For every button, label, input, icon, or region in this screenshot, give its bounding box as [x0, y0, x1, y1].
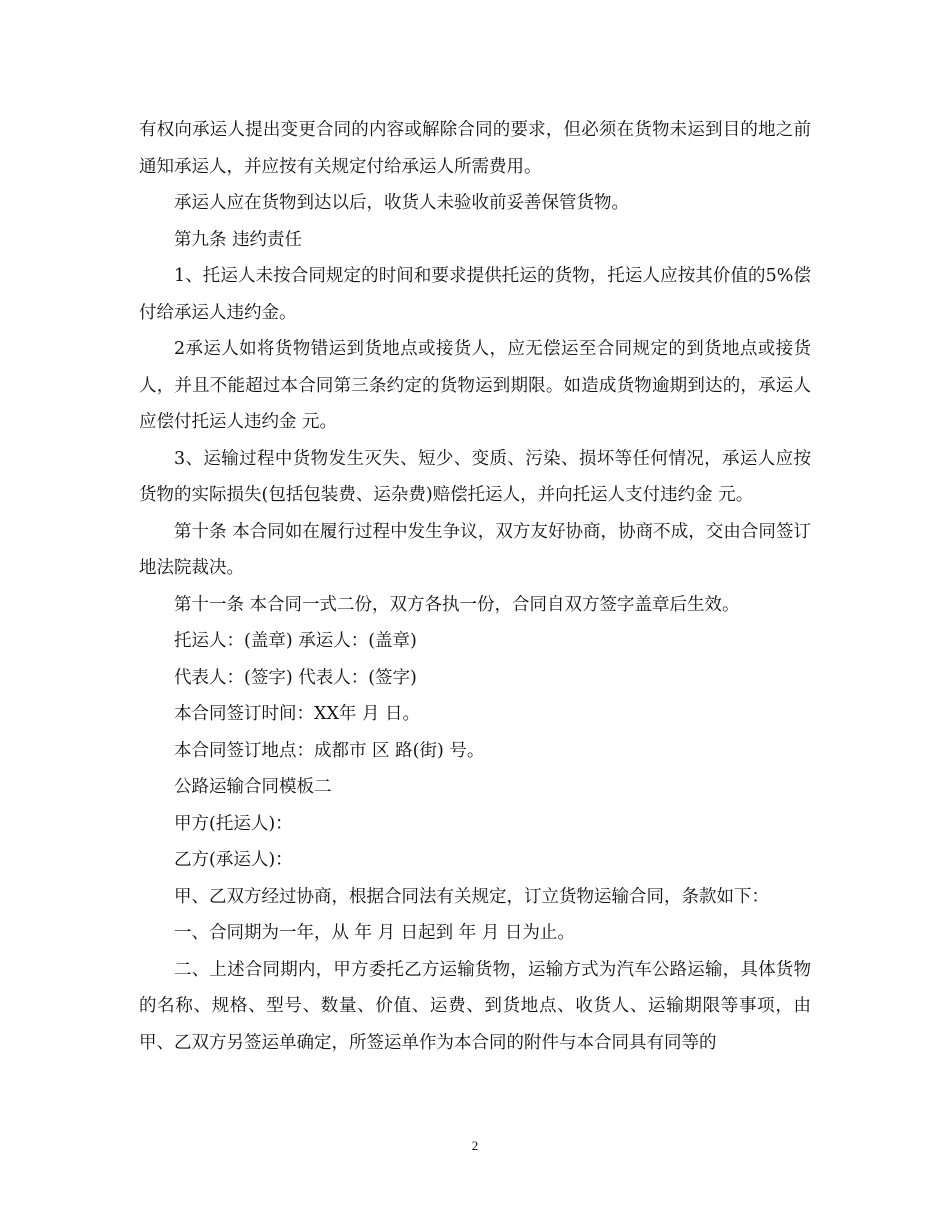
signing-place: 本合同签订地点：成都市 区 路(街) 号。 [174, 740, 485, 761]
clause-1-term: 一、合同期为一年，从 年 月 日起到 年 月 日为止。 [174, 923, 575, 943]
party-b: 乙方(承运人)： [174, 850, 293, 870]
party-a: 甲方(托运人)： [174, 813, 293, 834]
article-9-clause-2: 2承运人如将货物错运到货地点或接货人，应无偿运至合同规定的到货地点或接货人，并且不能超过本合同第三条约定的货物运到期限。如造成货物逾期到达的，承运人应偿付托运人违约金 元。 [139, 339, 811, 432]
signing-date: 本合同签订时间：XX年 月 日。 [174, 704, 421, 724]
paragraph-2: 承运人应在货物到达以后，收货人未验收前妥善保管货物。 [174, 193, 629, 213]
article-9-heading: 第九条 违约责任 [174, 229, 303, 250]
article-9-clause-1: 1、托运人未按合同规定的时间和要求提供托运的货物，托运人应按其价值的5%偿付给承运人违约金。 [139, 266, 811, 323]
paragraph-1: 有权向承运人提出变更合同的内容或解除合同的要求，但必须在货物未运到目的地之前通知承运人，并应按有关规定付给承运人所需费用。 [139, 120, 811, 177]
signature-seals: 托运人：(盖章) 承运人：(盖章) [174, 631, 417, 651]
article-10: 第十条 本合同如在履行过程中发生争议，双方友好协商，协商不成，交由合同签订地法院裁决。 [139, 521, 811, 578]
document-body [139, 112, 811, 1061]
clause-2-scope: 二、上述合同期内，甲方委托乙方运输货物，运输方式为汽车公路运输，具体货物的名称、规格、型号、数量、价值、运费、到货地点、收货人、运输期限等事项，由甲、乙双方另签运单确定，所签运单作为本合同的附件与本合同具有同等的 [139, 959, 811, 1053]
signature-representatives: 代表人：(签字) 代表人：(签字) [174, 667, 417, 688]
template-2-title: 公路运输合同模板二 [174, 777, 332, 797]
preamble: 甲、乙双方经过协商，根据合同法有关规定，订立货物运输合同，条款如下： [174, 886, 769, 907]
article-9-clause-3: 3、运输过程中货物发生灭失、短少、变质、污染、损坏等任何情况，承运人应按货物的实际损失(包括包装费、运杂费)赔偿托运人，并向托运人支付违约金 元。 [139, 448, 811, 505]
page-number: 2 [471, 1138, 479, 1153]
article-11: 第十一条 本合同一式二份，双方各执一份，合同自双方签字盖章后生效。 [174, 594, 740, 615]
